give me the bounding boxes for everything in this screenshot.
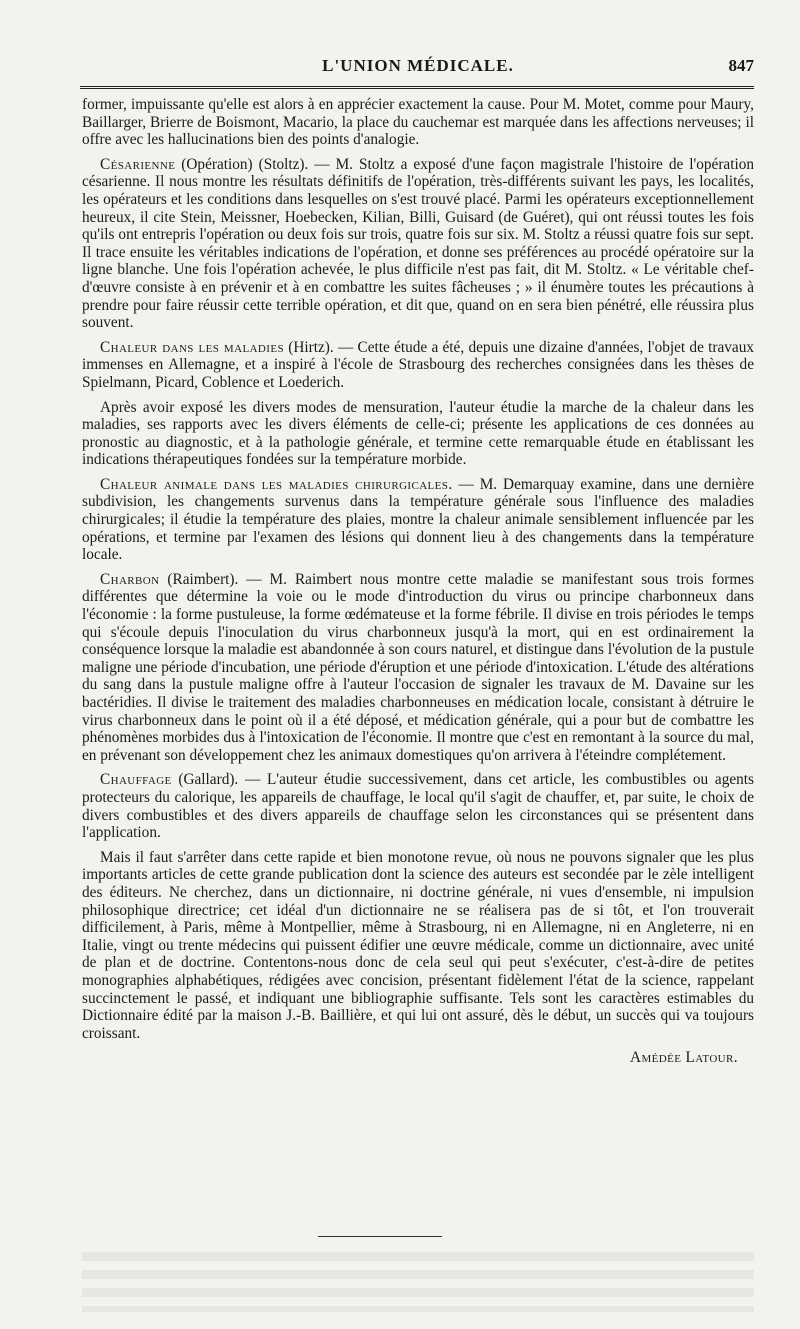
paragraph-motet bbox=[82, 96, 754, 149]
paragraph-mensuration bbox=[82, 399, 754, 469]
paragraph-chaleur-chirurgicales bbox=[82, 476, 754, 564]
page-header bbox=[80, 54, 756, 84]
paragraph-cesarienne bbox=[82, 156, 754, 332]
paragraph-text: (Hirtz). — Cette étude a été, depuis une dizaine d'années, l'objet de travaux immenses en Allemagne, et a inspiré à l'école de Strasbourg des recherches consignées dans les thèses de Spielmann, Picard, Coblence et Loederich. bbox=[82, 338, 754, 391]
author-signature: Amédée Latour. bbox=[630, 1049, 738, 1067]
paragraph-text: Après avoir exposé les divers modes de mensuration, l'auteur étudie la marche de la chaleur dans les maladies, ses rapports avec les divers éléments de celle-ci; présente les applications de ces données au pronostic au diagnostic, et à la pathologie générale, et termine cette remarquable étude en établissant les indications thérapeutiques fondées sur la température morbide. bbox=[82, 398, 754, 469]
paragraph-text: Mais il faut s'arrêter dans cette rapide et bien monotone revue, où nous ne pouvons signaler que les plus importants articles de cette grande publication dont la science des auteurs est secondée par le zèle intelligent des éditeurs. Ne cherchez, dans un dictionnaire, ni doctrine générale, ni vues d'ensemble, ni impulsion philosophique directrice; cet idéal d'un dictionnaire ne se réalisera pas de si tôt, et l'on trouverait difficilement, à Paris, même à Montpellier, même à Strasbourg, ni en Allemagne, ni en Angleterre, ni en Italie, vingt ou trente médecins qui puissent édifier une œuvre médicale, comme un dictionnaire, avec unité de plan et de doctrine. Contentons-nous donc de cela seul qui peut s'exécuter, c'est-à-dire de petites monographies alphabétiques, rédigées avec concision, présentant fidèlement l'état de la science, rappelant succinctement le passé, et indiquant une bibliographie suffisante. Tels sont les caractères estimables du Dictionnaire édité par la maison J.-B. Baillière, et qui lui ont assuré, dès le début, un succès qui va toujours croissant. bbox=[82, 848, 754, 1042]
paragraph-text: (Gallard). — L'auteur étudie successivement, dans cet article, les combustibles ou agents protecteurs du calorique, les appareils de chauffage, le local qu'il s'agit de chauffer, et, par suite, le choix de divers combustibles et des divers appareils de chauffage selon les circonstances qui se présentent dans l'application. bbox=[82, 771, 754, 842]
paragraph-text: — M. Demarquay examine, dans une dernière subdivision, les changements survenus dans la température générale sous l'influence des maladies chirurgicales; il étudie la température des plaies, montre la chaleur animale sensiblement influencée par les opérations, et termine par l'examen des lésions qui donnent lieu à des changements dans la température locale. bbox=[82, 475, 754, 564]
entry-heading: Chauffage bbox=[100, 771, 172, 789]
entry-heading: Césarienne bbox=[100, 155, 176, 173]
show-through-bleed bbox=[82, 1252, 754, 1312]
paragraph-text: (Raimbert). — M. Raimbert nous montre cette maladie se manifestant sous trois formes différentes que détermine la voie ou le mode d'introduction du virus ou principe charbonneux dans l'économie : la forme pustuleuse, la forme œdémateuse et la forme fébrile. Il divise en trois périodes le temps qui s'écoule depuis l'inoculation du virus charbonneux jusqu'à la mort, qui en est ordinairement la conséquence lorsque la maladie est abandonnée à son cours naturel, et distingue dans l'évolution de la pustule maligne une période d'incubation, une période d'éruption et une période d'intoxication. L'étude des altérations du sang dans la pustule maligne offre à l'auteur l'occasion de signaler les travaux de M. Davaine sur les bactéridies. Il divise le traitement des maladies charbonneuses en médication locale, consistant à détruire le virus charbonneux dans le point où il a été déposé, et médication générale, qui a pour but de combattre les phénomènes morbides dus à l'intoxication de l'économie. Il montre que c'est en remontant à la source du mal, en prévenant son développement chez les animaux domestiques qu'on arrivera à l'éteindre complétement. bbox=[82, 570, 754, 764]
journal-title: L'UNION MÉDICALE. bbox=[322, 56, 514, 75]
section-end-rule bbox=[318, 1236, 442, 1237]
entry-heading: Charbon bbox=[100, 570, 160, 588]
header-rule bbox=[80, 86, 754, 89]
paragraph-conclusion bbox=[82, 849, 754, 1043]
entry-heading: Chaleur animale dans les maladies chirurgicales. bbox=[100, 475, 453, 493]
entry-heading: Chaleur dans les maladies bbox=[100, 338, 284, 356]
paragraph-chauffage bbox=[82, 771, 754, 841]
article-body bbox=[82, 96, 754, 1067]
paragraph-text: former, impuissante qu'elle est alors à en apprécier exactement la cause. Pour M. Motet, comme pour Maury, Baillarger, Brierre de Boismont, Macario, la place du cauchemar est marquée dans les affections nerveuses; il offre avec les hallucinations bien des points d'analogie. bbox=[82, 96, 754, 149]
paragraph-text: (Opération) (Stoltz). — M. Stoltz a exposé d'une façon magistrale l'histoire de l'opération césarienne. Il nous montre les résultats définitifs de l'opération, très-différents suivant les pays, les localités, les opérateurs et les conditions dans lesquelles on s'est trouvé placé. Parmi les opérateurs exceptionnellement heureux, il cite Stein, Meissner, Hoebecken, Kilian, Billi, Guisard (de Guéret), qui ont réussi toutes les fois qu'ils ont entrepris l'opération ou deux fois sur trois, quatre fois sur six. M. Stoltz a réussi quatre fois sur sept. Il trace ensuite les véritables indications de l'opération, et donne ses préférences au procédé opératoire sur la ligne blanche. Une fois l'opération achevée, le plus difficile n'est pas fait, dit M. Stoltz. « Le véritable chef-d'œuvre consiste à en prévenir et à en combattre les suites fâcheuses ; » il énumère toutes les précautions à prendre pour faire réussir cette terrible opération, et dit que, quand on en sera bien pénétré, elle réussira plus souvent. bbox=[82, 155, 754, 332]
paragraph-charbon bbox=[82, 571, 754, 765]
page-number: 847 bbox=[728, 56, 754, 75]
paragraph-chaleur-maladies bbox=[82, 339, 754, 392]
